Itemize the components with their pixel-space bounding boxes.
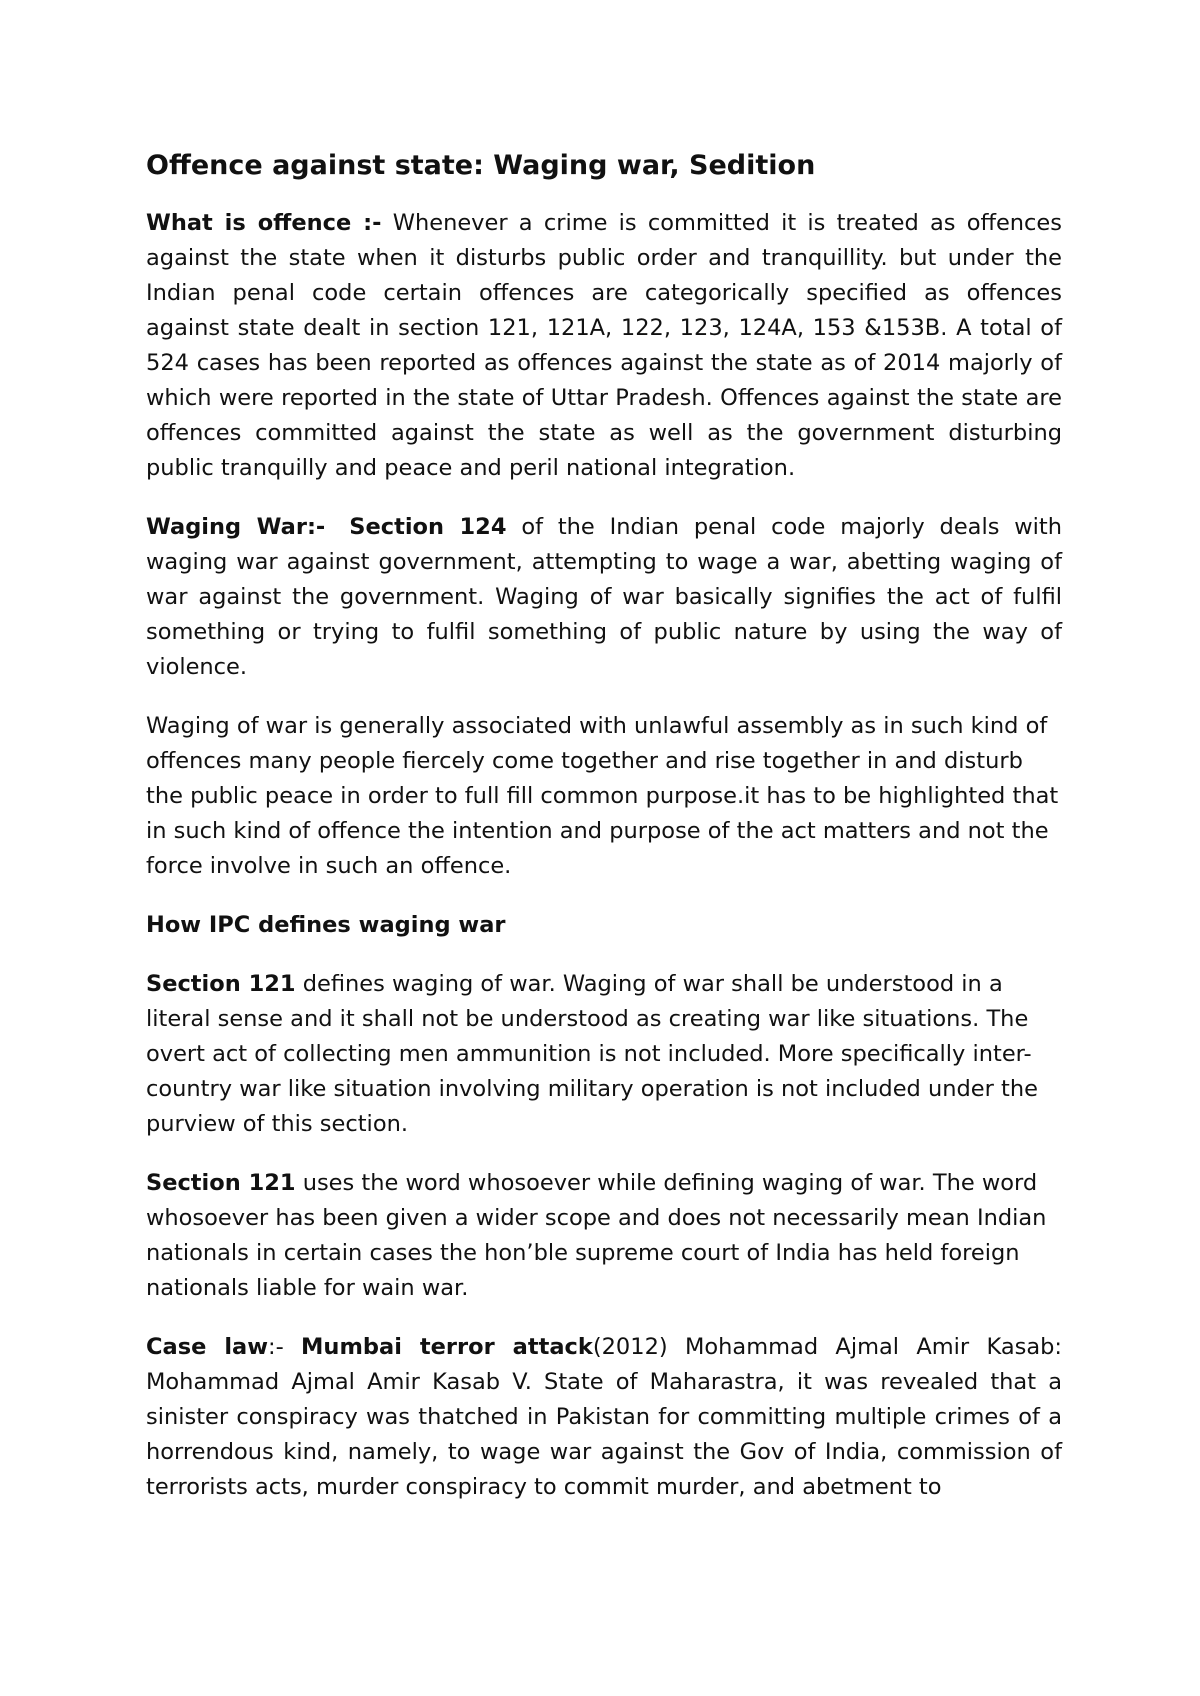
section-121-label-b: Section 121 — [146, 1170, 296, 1196]
document-body — [146, 148, 1062, 1529]
page-title: Offence against state: Waging war, Sedition — [146, 150, 816, 181]
case-law-text: (2012) Mohammad Ajmal Amir Kasab: Mohammad Ajmal Amir Kasab V. State of Maharastra, it was revealed that a sinister conspiracy was thatched in Pakistan for committing multiple crimes of a horrendous kind, namely, to wage war against the Gov of India, commission of terrorists acts, murder conspiracy to commit murder, and abetment to — [146, 1334, 1062, 1500]
waging-war-text: of the Indian penal code majorly deals with waging war against government, attempting to wage a war, abetting waging of war against the government. Waging of war basically signifies the act of fulfil something or trying to fulfil something of public nature by using the way of violence. — [146, 514, 1063, 680]
case-name: Mumbai terror attack — [301, 1334, 593, 1360]
what-is-offence-label: What is offence :- — [146, 210, 382, 236]
paragraph-what-is-offence — [146, 206, 1062, 486]
what-is-offence-text: Whenever a crime is committed it is treated as offences against the state when it disturbs public order and tranquillity. but under the Indian penal code certain offences are categorically specified as offences against state dealt in section 121, 121A, 122, 123, 124A, 153 &153B. A total of 524 cases has been reported as offences against the state as of 2014 majorly of which were reported in the state of Uttar Pradesh. Offences against the state are offences committed against the state as well as the government disturbing public tranquilly and peace and peril national integration. — [146, 210, 1062, 481]
section-121-label-a: Section 121 — [146, 971, 296, 997]
section-124-label: Section 124 — [349, 514, 507, 540]
case-law-separator: :- — [268, 1334, 302, 1360]
section-121-text-b: uses the word whosoever while defining waging of war. The word whosoever has been given a wider scope and does not necessarily mean Indian nationals in certain cases the hon’ble supreme court of India has held foreign nationals liable for wain war. — [146, 1170, 1047, 1301]
paragraph-section-121-whosoever — [146, 1166, 1062, 1306]
unlawful-assembly-text: Waging of war is generally associated with unlawful assembly as in such kind of offences many people fiercely come together and rise together in and disturb the public peace in order to full fill common purpose.it has to be highlighted that in such kind of offence the intention and purpose of the act matters and not the force involve in such an offence. — [146, 713, 1059, 879]
paragraph-case-law — [146, 1330, 1062, 1505]
ipc-heading: How IPC defines waging war — [146, 912, 506, 938]
paragraph-unlawful-assembly — [146, 709, 1062, 884]
case-law-label: Case law — [146, 1334, 269, 1360]
paragraph-waging-war — [146, 510, 1062, 685]
paragraph-section-121-definition — [146, 967, 1062, 1142]
section-121-text-a: defines waging of war. Waging of war shall be understood in a literal sense and it shall not be understood as creating war like situations. The overt act of collecting men ammunition is not included. More specifically inter-country war like situation involving military operation is not included under the purview of this section. — [146, 971, 1038, 1137]
waging-war-label: Waging War:- — [146, 514, 326, 540]
